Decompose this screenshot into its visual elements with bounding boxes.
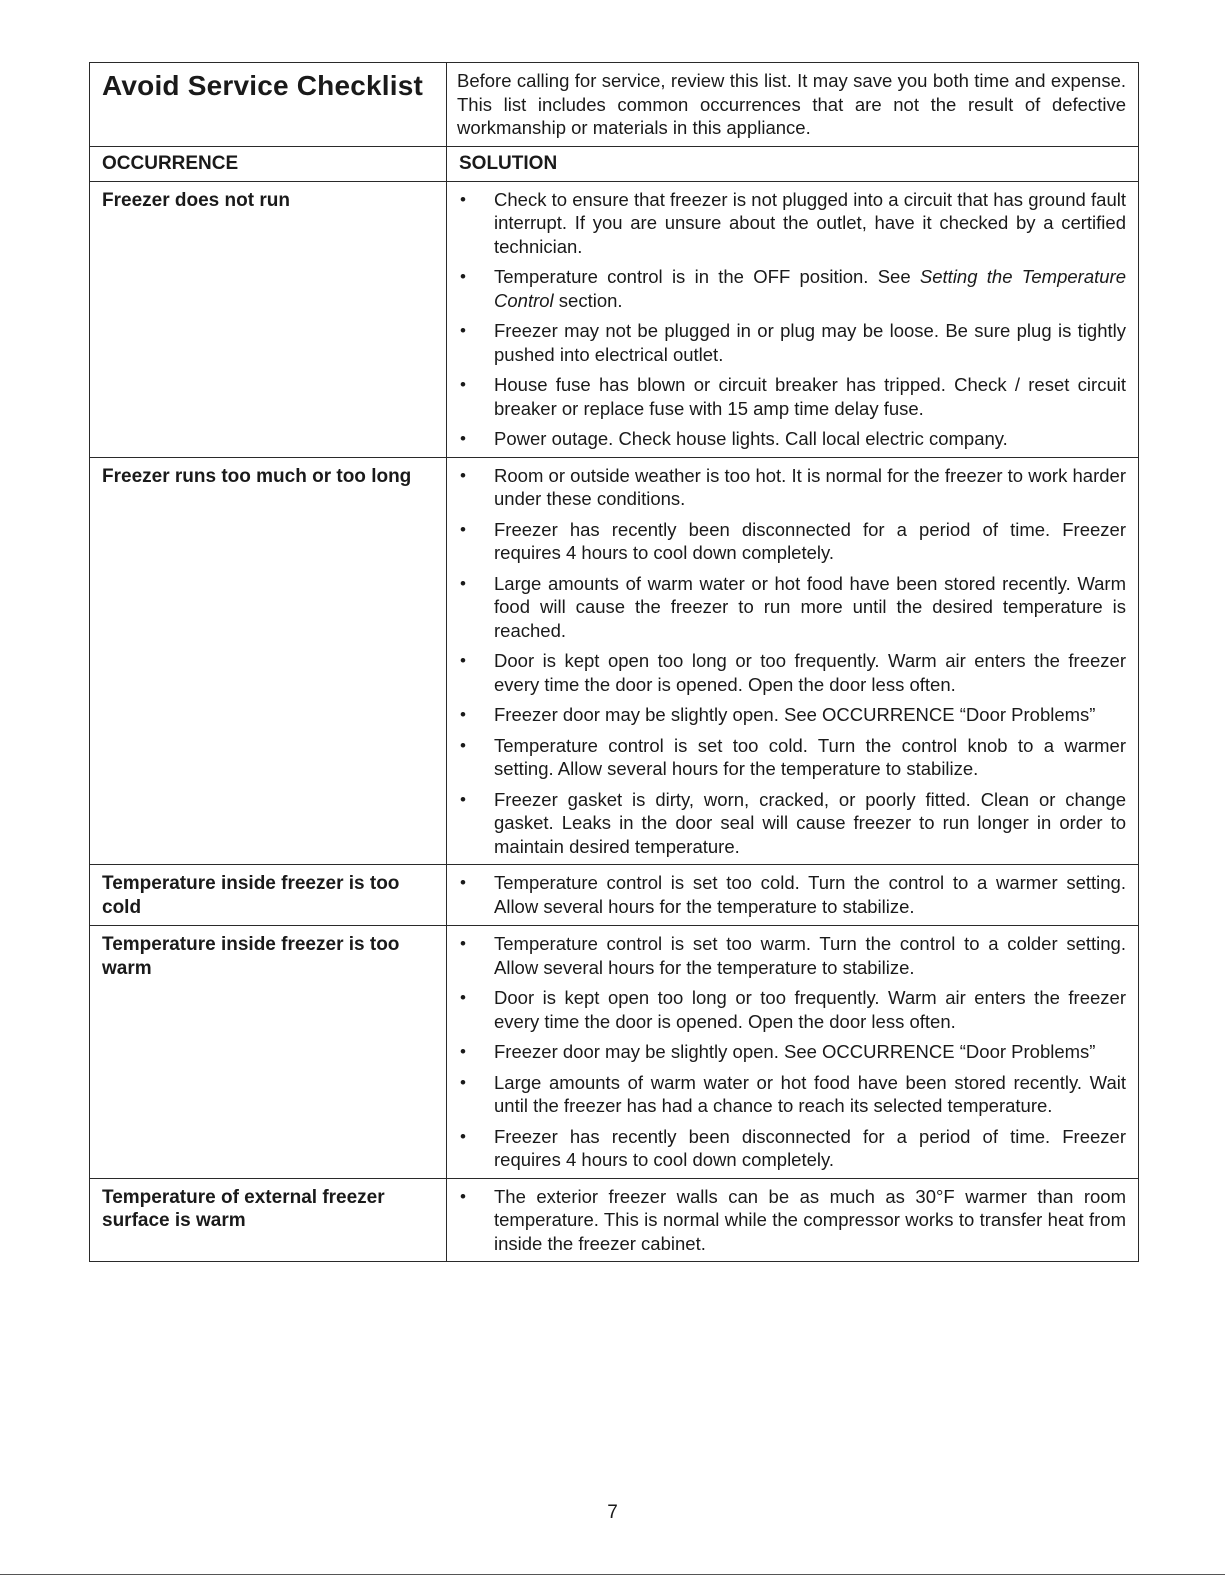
list-item: • Freezer has recently been disconnected for a period of time. Freezer requires 4 hours to cool down completely. [457, 518, 1126, 565]
list-item: • Freezer may not be plugged in or plug may be loose. Be sure plug is tightly pushed into electrical outlet. [457, 319, 1126, 366]
header-row [90, 146, 1139, 181]
solution-list [457, 1185, 1126, 1256]
solution-cell [447, 865, 1139, 926]
occurrence-cell: Temperature of external freezer surface is warm [90, 1178, 447, 1262]
solution-cell [447, 181, 1139, 457]
checklist-body [90, 63, 1139, 1262]
list-item: • Freezer door may be slightly open. See OCCURRENCE “Door Problems” [457, 703, 1126, 727]
title-row [90, 63, 1139, 147]
solution-text: Temperature control is in the OFF position. See [494, 266, 920, 287]
occurrence-cell: Temperature inside freezer is too cold [90, 865, 447, 926]
table-row [90, 1178, 1139, 1262]
table-row [90, 865, 1139, 926]
list-item: • Freezer door may be slightly open. See OCCURRENCE “Door Problems” [457, 1040, 1126, 1064]
list-item: • The exterior freezer walls can be as much as 30°F warmer than room temperature. This is normal while the compressor works to transfer heat from inside the freezer cabinet. [457, 1185, 1126, 1256]
solution-list [457, 932, 1126, 1172]
list-item: • Temperature control is set too warm. Turn the control to a colder setting. Allow several hours for the temperature to stabilize. [457, 932, 1126, 979]
list-item: • Large amounts of warm water or hot food have been stored recently. Warm food will cause the freezer to run more until the desired temperature is reached. [457, 572, 1126, 643]
solution-list [457, 464, 1126, 859]
solution-list [457, 871, 1126, 918]
occurrence-cell: Freezer runs too much or too long [90, 457, 447, 865]
list-item: • Check to ensure that freezer is not plugged into a circuit that has ground fault interrupt. If you are unsure about the outlet, have it checked by a certified technician. [457, 188, 1126, 259]
table-row [90, 926, 1139, 1179]
page-number: 7 [607, 1502, 618, 1523]
list-item: • Door is kept open too long or too frequently. Warm air enters the freezer every time the door is opened. Open the door less often. [457, 986, 1126, 1033]
list-item [457, 265, 1126, 312]
list-item: • Large amounts of warm water or hot food have been stored recently. Wait until the freezer has had a chance to reach its selected temperature. [457, 1071, 1126, 1118]
solution-cell [447, 926, 1139, 1179]
section-reference: Setting the Temperature Control [494, 266, 1126, 311]
table-row [90, 181, 1139, 457]
solution-text: section. [553, 289, 623, 311]
solution-header: SOLUTION [447, 146, 1139, 181]
list-item: • Freezer has recently been disconnected for a period of time. Freezer requires 4 hours to cool down completely. [457, 1125, 1126, 1172]
page-title: Avoid Service Checklist [102, 70, 424, 101]
list-item: • Door is kept open too long or too frequently. Warm air enters the freezer every time the door is opened. Open the door less often. [457, 649, 1126, 696]
solution-cell [447, 1178, 1139, 1262]
occurrence-header: OCCURRENCE [90, 146, 447, 181]
page-edge-divider [0, 1574, 1225, 1575]
solution-list [457, 188, 1126, 451]
list-item: • Temperature control is set too cold. Turn the control knob to a warmer setting. Allow several hours for the temperature to stabilize. [457, 734, 1126, 781]
list-item: • Power outage. Check house lights. Call local electric company. [457, 427, 1126, 451]
service-checklist-table [89, 62, 1139, 1262]
list-item: • House fuse has blown or circuit breaker has tripped. Check / reset circuit breaker or replace fuse with 15 amp time delay fuse. [457, 373, 1126, 420]
title-cell [90, 63, 447, 147]
list-item: • Freezer gasket is dirty, worn, cracked, or poorly fitted. Clean or change gasket. Leaks in the door seal will cause freezer to run longer in order to maintain desired temperature. [457, 788, 1126, 859]
table-row [90, 457, 1139, 865]
occurrence-cell: Freezer does not run [90, 181, 447, 457]
list-item: • Temperature control is set too cold. Turn the control to a warmer setting. Allow several hours for the temperature to stabilize. [457, 871, 1126, 918]
intro-text: Before calling for service, review this list. It may save you both time and expense. This list includes common occurrences that are not the result of defective workmanship or materials in this appliance. [447, 63, 1139, 147]
solution-cell [447, 457, 1139, 865]
occurrence-cell: Temperature inside freezer is too warm [90, 926, 447, 1179]
list-item: • Room or outside weather is too hot. It is normal for the freezer to work harder under these conditions. [457, 464, 1126, 511]
